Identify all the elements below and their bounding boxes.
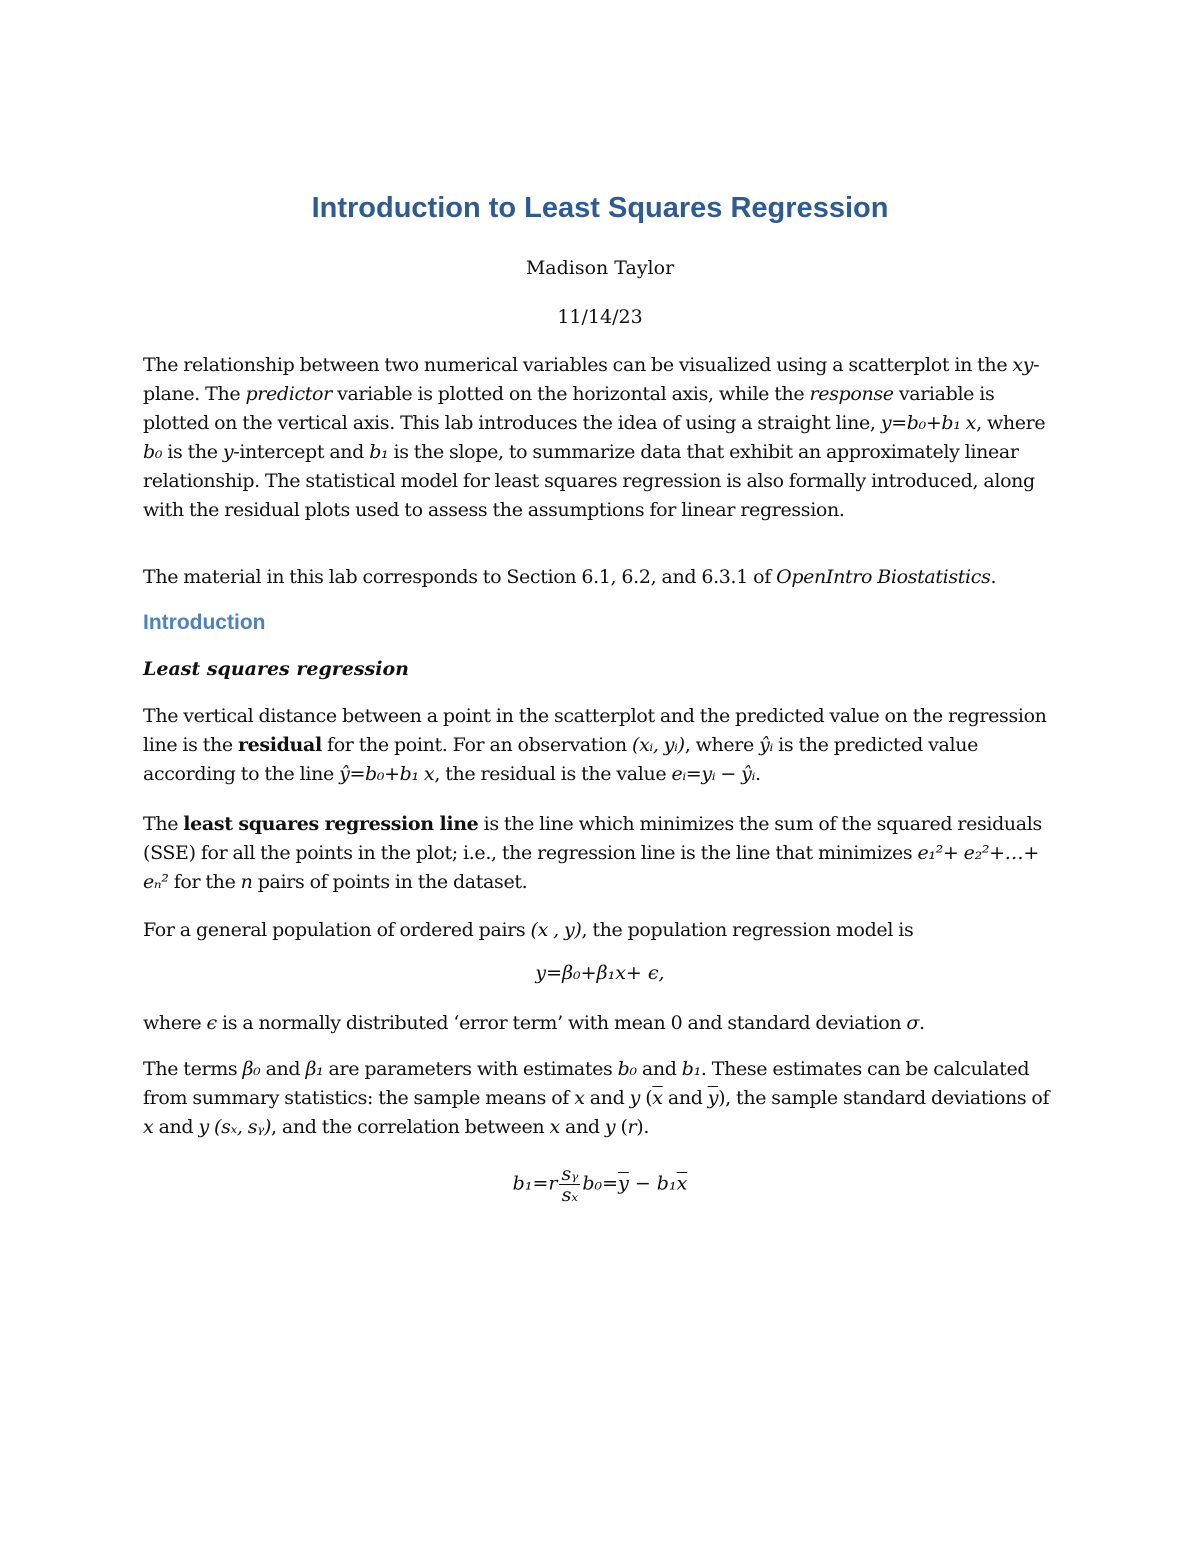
section-heading: Introduction <box>143 611 266 634</box>
source-paragraph: The material in this lab corresponds to Section 6.1, 6.2, and 6.3.1 of OpenIntro Biostatistics. <box>143 566 997 588</box>
subsection-heading: Least squares regression <box>143 658 409 680</box>
error-term-paragraph: where ϵ is a normally distributed ‘error term’ with mean 0 and standard deviation σ. <box>143 1012 925 1034</box>
lsr-paragraph: The least squares regression line is the line which minimizes the sum of the squared residuals (SSE) for all the points in the plot; i.e., the regression line is the line that minimizes e₁²+ e₂²+…+ eₙ² for the n pairs of points in the dataset. <box>143 813 1042 893</box>
intro-paragraph: The relationship between two numerical variables can be visualized using a scatterplot in the xy-plane. The predictor variable is plotted on the horizontal axis, while the response variable is plotted on the vertical axis. This lab introduces the idea of using a straight line, y=b₀+b₁ x, where b₀ is the y-intercept and b₁ is the slope, to summarize data that exhibit an approximately linear relationship. The statistical model for least squares regression is also formally introduced, along with the residual plots used to assess the assumptions for linear regression. <box>143 354 1046 521</box>
document-date: 11/14/23 <box>557 306 643 328</box>
estimates-paragraph: The terms β₀ and β₁ are parameters with estimates b₀ and b₁. These estimates can be calculated from summary statistics: the sample means of x and y ($\overline{x}$ and $\overline{y}$), the sample standard deviations of x and y (sₓ, sᵧ), and the correlation between x and y (r). <box>143 1058 1050 1138</box>
coefficient-formula: b₁=r $\frac{\text{sᵧ}}{\text{sₓ}}$ $b_0=\overline{y} - b_1\overline{x}$ <box>512 1163 688 1206</box>
model-paragraph: For a general population of ordered pairs (x , y), the population regression model is <box>143 919 914 941</box>
author-name: Madison Taylor <box>525 257 675 279</box>
residual-paragraph: The vertical distance between a point in the scatterplot and the predicted value on the regression line is the residual for the point. For an observation (xᵢ, yᵢ), where ŷᵢ is the predicted value according to the line ŷ=b₀+b₁ x, the residual is the value eᵢ=yᵢ − ŷᵢ. <box>143 705 1047 785</box>
sy-over-sx-fraction: $\frac{\text{sᵧ}}{\text{sₓ}}$ <box>561 1163 579 1206</box>
population-model-equation: y=β₀+β₁x+ ϵ, <box>535 962 665 984</box>
document-title: Introduction to Least Squares Regression <box>311 192 889 224</box>
